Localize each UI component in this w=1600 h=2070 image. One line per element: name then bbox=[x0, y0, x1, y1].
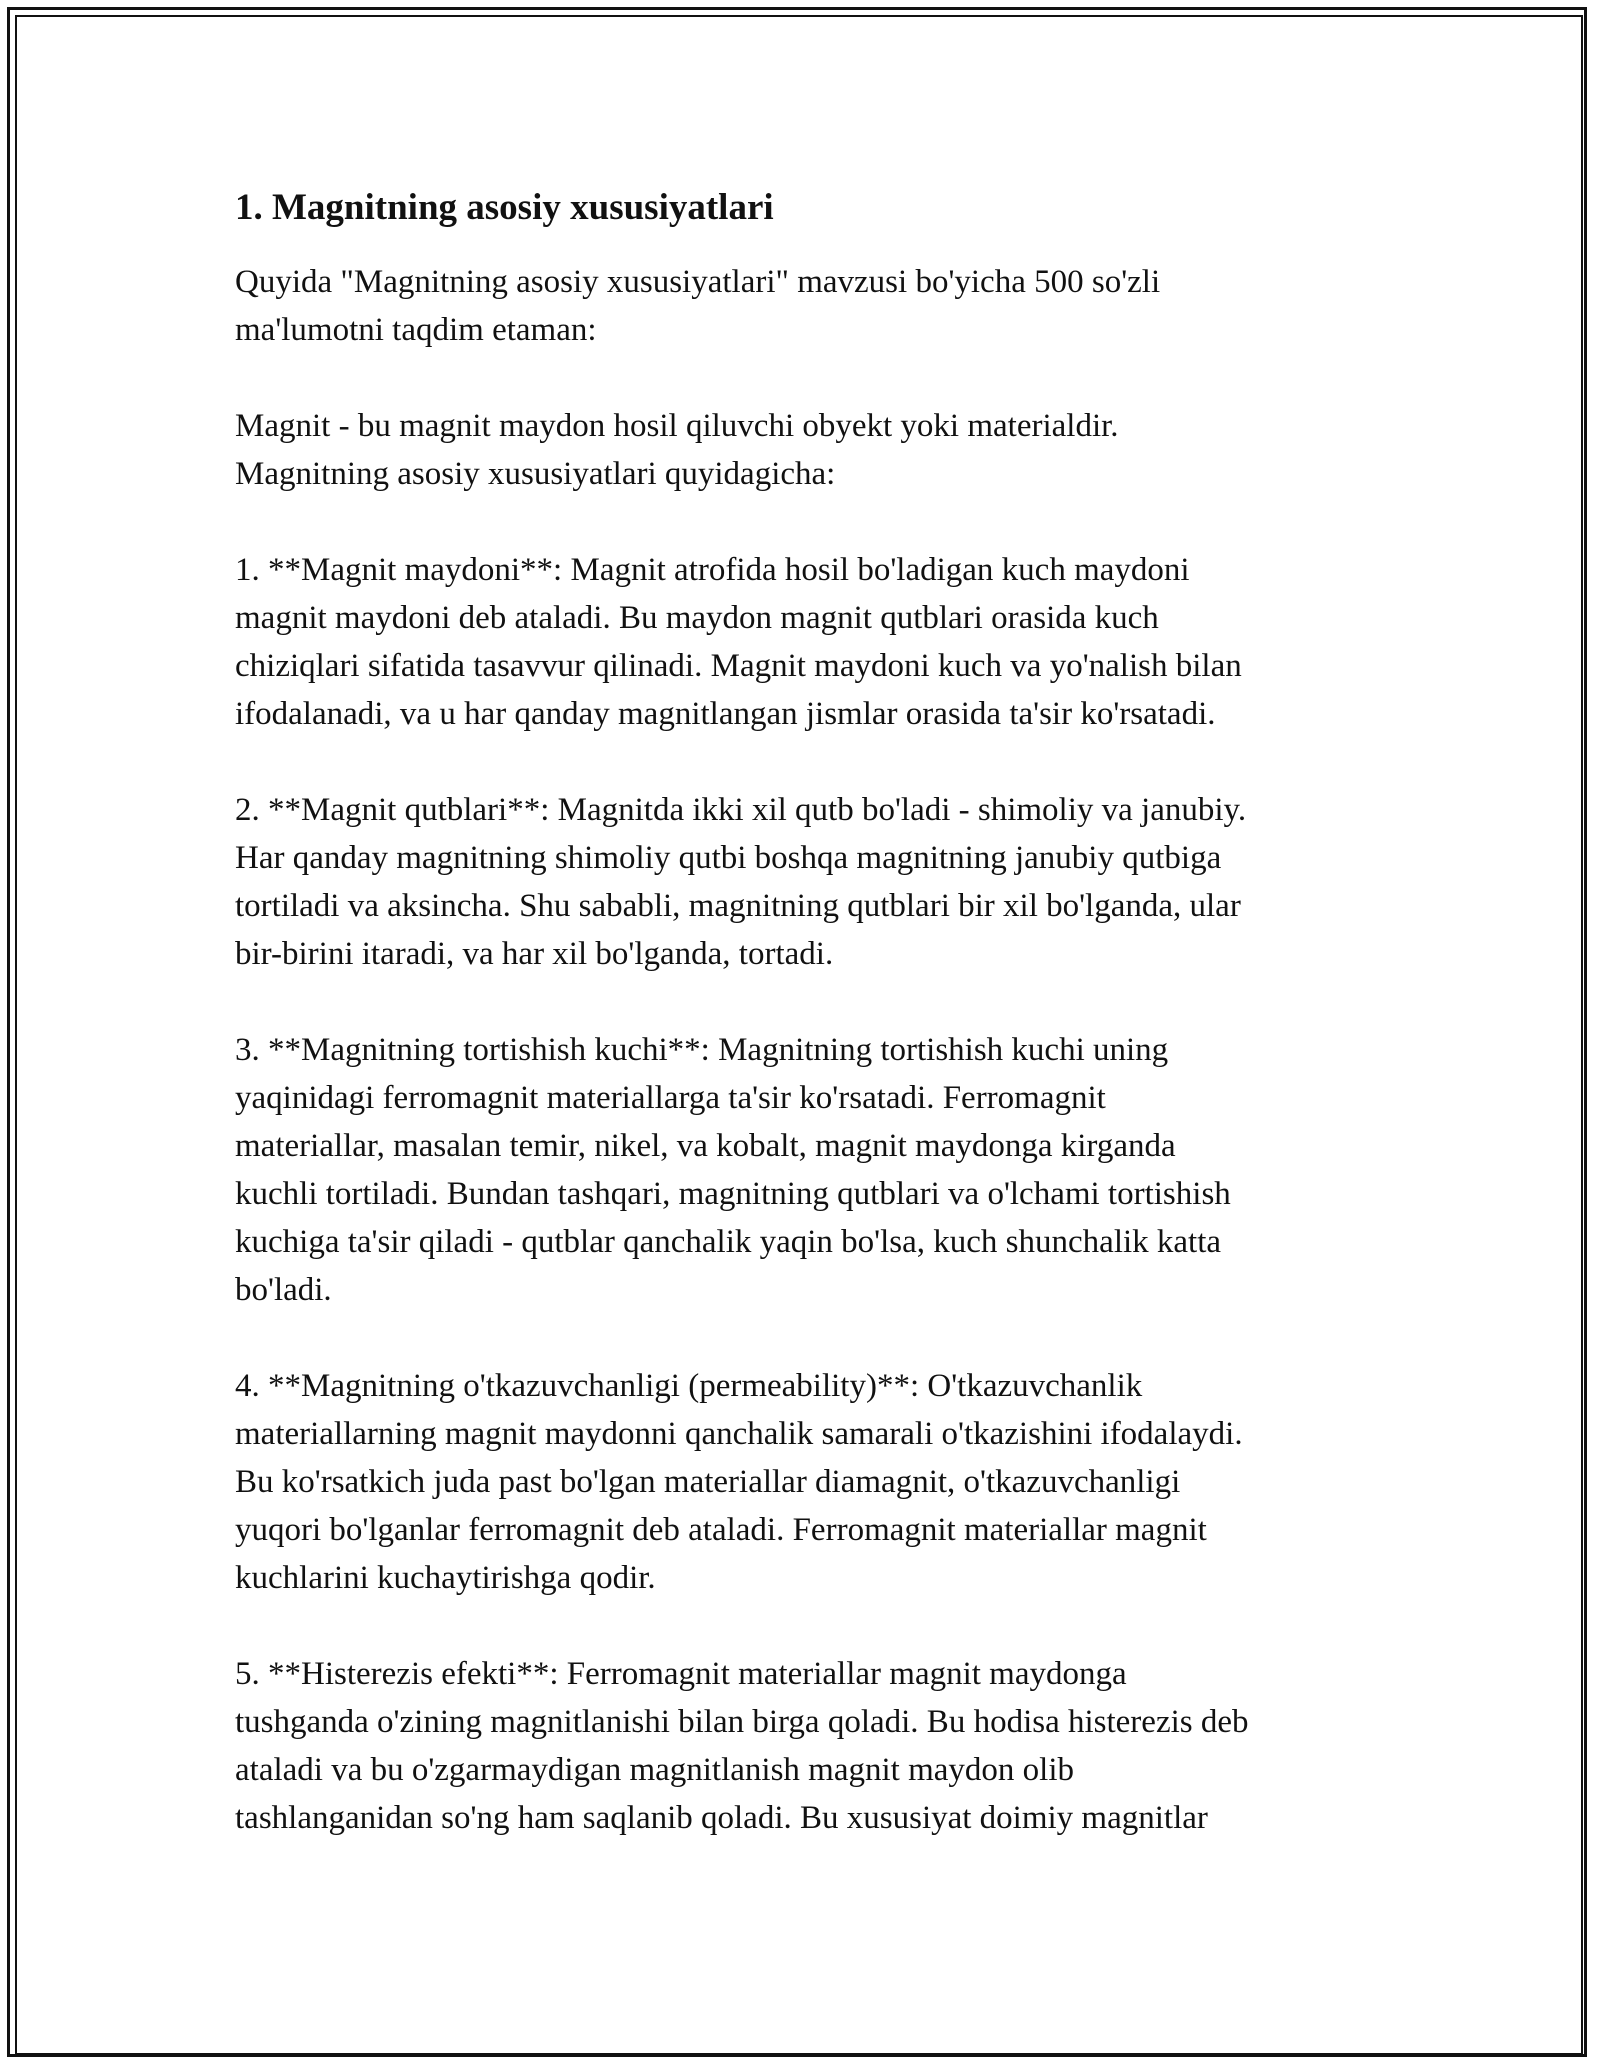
paragraph-item-3: 3. **Magnitning tortishish kuchi**: Magnitning tortishish kuchi uning yaqinidagi ferromagnit materiallarga ta'sir ko'rsatadi. Ferromagnit materiallar, masalan temir, nikel, va kobalt, magnit maydonga kirganda kuchli tortiladi. Bundan tashqari, magnitning qutblari va o'lchami tortishish kuchiga ta'sir qiladi - qutblar qanchalik yaqin bo'lsa, kuch shunchalik katta bo'ladi. bbox=[235, 1032, 1231, 1308]
paragraph-item-1: 1. **Magnit maydoni**: Magnit atrofida hosil bo'ladigan kuch maydoni magnit maydoni deb ataladi. Bu maydon magnit qutblari orasida kuch chiziqlari sifatida tasavvur qilinadi. Magnit maydoni kuch va yo'nalish bilan ifodalanadi, va u har qanday magnitlangan jismlar orasida ta'sir ko'rsatadi. bbox=[235, 552, 1242, 732]
document-title: 1. Magnitning asosiy xususiyatlari bbox=[235, 187, 774, 228]
paragraph-intro: Quyida "Magnitning asosiy xususiyatlari" mavzusi bo'yicha 500 so'zli ma'lumotni taqdim etaman: bbox=[235, 264, 1161, 348]
paragraph-item-2: 2. **Magnit qutblari**: Magnitda ikki xil qutb bo'ladi - shimoliy va janubiy. Har qanday magnitning shimoliy qutbi boshqa magnitning janubiy qutbiga tortiladi va aksincha. Shu sababli, magnitning qutblari bir xil bo'lganda, ular bir-birini itaradi, va har xil bo'lganda, tortadi. bbox=[235, 792, 1247, 972]
paragraph-item-4: 4. **Magnitning o'tkazuvchanligi (permeability)**: O'tkazuvchanlik materiallarning magnit maydonni qanchalik samarali o'tkazishini ifodalaydi. Bu ko'rsatkich juda past bo'lgan materiallar diamagnit, o'tkazuvchanligi yuqori bo'lganlar ferromagnit deb ataladi. Ferromagnit materiallar magnit kuchlarini kuchaytirishga qodir. bbox=[235, 1368, 1243, 1596]
paragraph-item-5: 5. **Histerezis efekti**: Ferromagnit materiallar magnit maydonga tushganda o'zining magnitlanishi bilan birga qoladi. Bu hodisa histerezis deb ataladi va bu o'zgarmaydigan magnitlanish magnit maydon olib tashlanganidan so'ng ham saqlanib qoladi. Bu xususiyat doimiy magnitlar bbox=[235, 1656, 1249, 1836]
document-body bbox=[235, 184, 1385, 1890]
paragraph-definition: Magnit - bu magnit maydon hosil qiluvchi obyekt yoki materialdir. Magnitning asosiy xususiyatlari quyidagicha: bbox=[235, 408, 1119, 492]
